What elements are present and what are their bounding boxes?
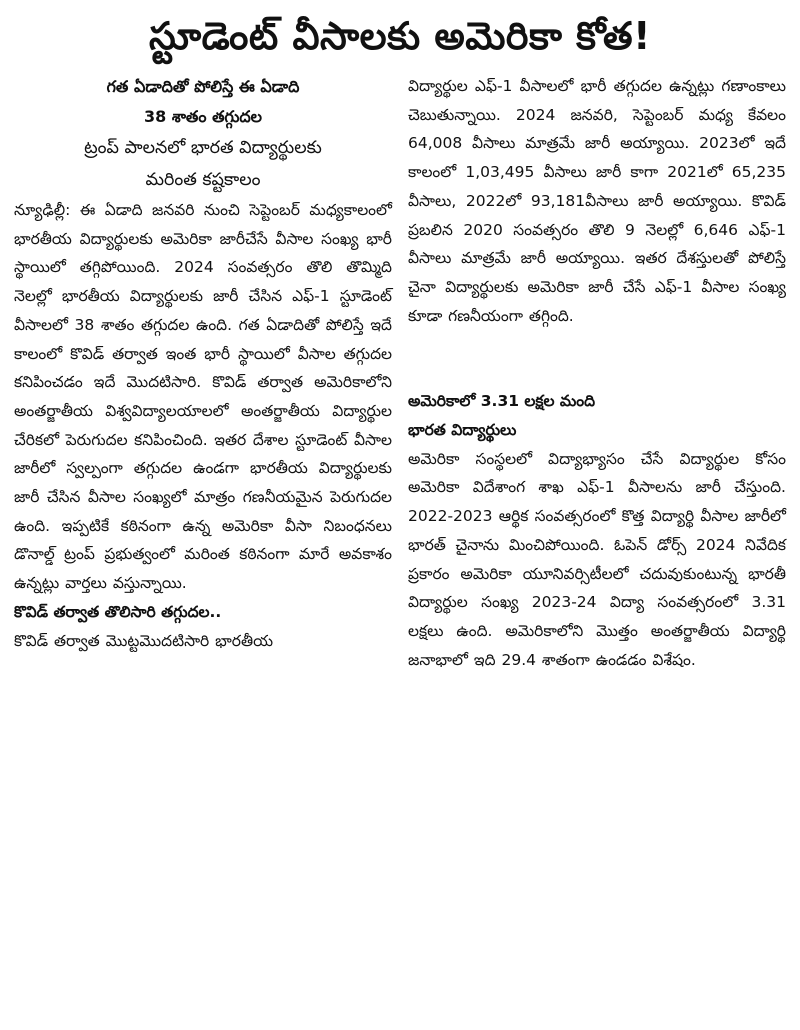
left-column	[14, 72, 392, 674]
deck-line-2: మరింత కష్టకాలం	[145, 170, 261, 190]
section-heading-covid: కొవిడ్ తర్వాత తొలిసారి తగ్గుదల..	[14, 602, 222, 621]
section-heading-line-2: భారత విద్యార్థులు	[408, 421, 517, 440]
section-body-indian-students: అమెరికా సంస్థలలో విద్యాభ్యాసం చేసే విద్యార్థుల కోసం అమెరికా విదేశాంగ శాఖ ఎఫ్-1 వీసాలను జారీ చేస్తుంది. 2022-2023 ఆర్థిక సంవత్సరంలో కొత్త విద్యార్థి వీసాల జారీలో భారత్ చైనాను మించిపోయింది. ఓపెన్ డోర్స్ 2024 నివేదిక ప్రకారం అమెరికా యూనివర్సిటీలలో చదువుకుంటున్న భారతీ విద్యార్థుల సంఖ్య 2023-24 విద్యా సంవత్సరంలో 3.31 లక్షలు ఉంది. అమెరికాలోని మొత్తం అంతర్జాతీయ విద్యార్థి జనాభాలో ఇది 29.4 శాతంగా ఉండడం విశేషం.	[408, 449, 786, 669]
section-body-covid: కొవిడ్ తర్వాత మొట్టమొదటిసారి భారతీయ	[14, 631, 274, 650]
right-column	[408, 72, 786, 674]
headline: స్టూడెంట్ వీసాలకు అమెరికా కోత!	[149, 14, 651, 58]
subhead-line-2: 38 శాతం తగ్గుదల	[143, 107, 263, 126]
article-body-left: న్యూఢిల్లీ: ఈ ఏడాది జనవరి నుంచి సెప్టెంబర్ మధ్యకాలంలో భారతీయ విద్యార్థులకు అమెరికా జారీచేసే వీసాల సంఖ్య భారీ స్థాయిలో తగ్గిపోయింది. 2024 సంవత్సరం తొలి తొమ్మిది నెలల్లో భారతీయ విద్యార్థులకు జారీ చేసిన ఎఫ్-1 స్టూడెంట్ వీసాలలో 38 శాతం తగ్గుదల ఉంది. గత ఏడాదితో పోలిస్తే ఇదే కాలంలో కొవిడ్ తర్వాత ఇంత భారీ స్థాయిలో వీసాల తగ్గుదల కనిపించడం ఇదే మొదటిసారి. కొవిడ్ తర్వాత అమెరికాలోని అంతర్జాతీయ విశ్వవిద్యాలయాలలో అంతర్జాతీయ విద్యార్థుల చేరికలో పెరుగుదల కనిపించింది. ఇతర దేశాల స్టూడెంట్ వీసాల జారీలో స్వల్పంగా తగ్గుదల ఉండగా భారతీయ విద్యార్థులకు జారీ చేసిన వీసాల సంఖ్యలో మాత్రం గణనీయమైన పెరుగుదల ఉంది. ఇప్పటికే కఠినంగా ఉన్న అమెరికా వీసా నిబంధనలు డొనాల్డ్ ట్రంప్ ప్రభుత్వంలో మరింత కఠినంగా మారే అవకాశం ఉన్నట్లు వార్తలు వస్తున్నాయి.	[14, 201, 392, 593]
article-columns	[14, 72, 786, 674]
subhead-line-1: గత ఏడాదితో పోలిస్తే ఈ ఏడాది	[106, 77, 300, 96]
deck-line-1: ట్రంప్ పాలనలో భారత విద్యార్థులకు	[84, 138, 322, 158]
section-heading-line-1: అమెరికాలో 3.31 లక్షల మంది	[408, 392, 596, 411]
section-gap	[408, 330, 786, 387]
article-body-right: విద్యార్థుల ఎఫ్-1 వీసాలలో భారీ తగ్గుదల ఉన్నట్లు గణాంకాలు చెబుతున్నాయి. 2024 జనవరి, సెప్టెంబర్ మధ్య కేవలం 64,008 వీసాలు మాత్రమే జారీ అయ్యాయి. 2023లో ఇదే కాలంలో 1,03,495 వీసాలు జారీ కాగా 2021లో 65,235 వీసాలు, 2022లో 93,181వీసాలు జారీ అయ్యాయి. కొవిడ్ ప్రబలిన 2020 సంవత్సరం తొలి 9 నెలల్లో 6,646 ఎఫ్-1 వీసాలు మాత్రమే జారీ అయ్యాయి. ఇతర దేశస్తులతో పోలిస్తే చైనా విద్యార్థులకు అమెరికా జారీ చేసే ఎఫ్-1 వీసాల సంఖ్య కూడా గణనీయంగా తగ్గింది.	[408, 77, 786, 325]
